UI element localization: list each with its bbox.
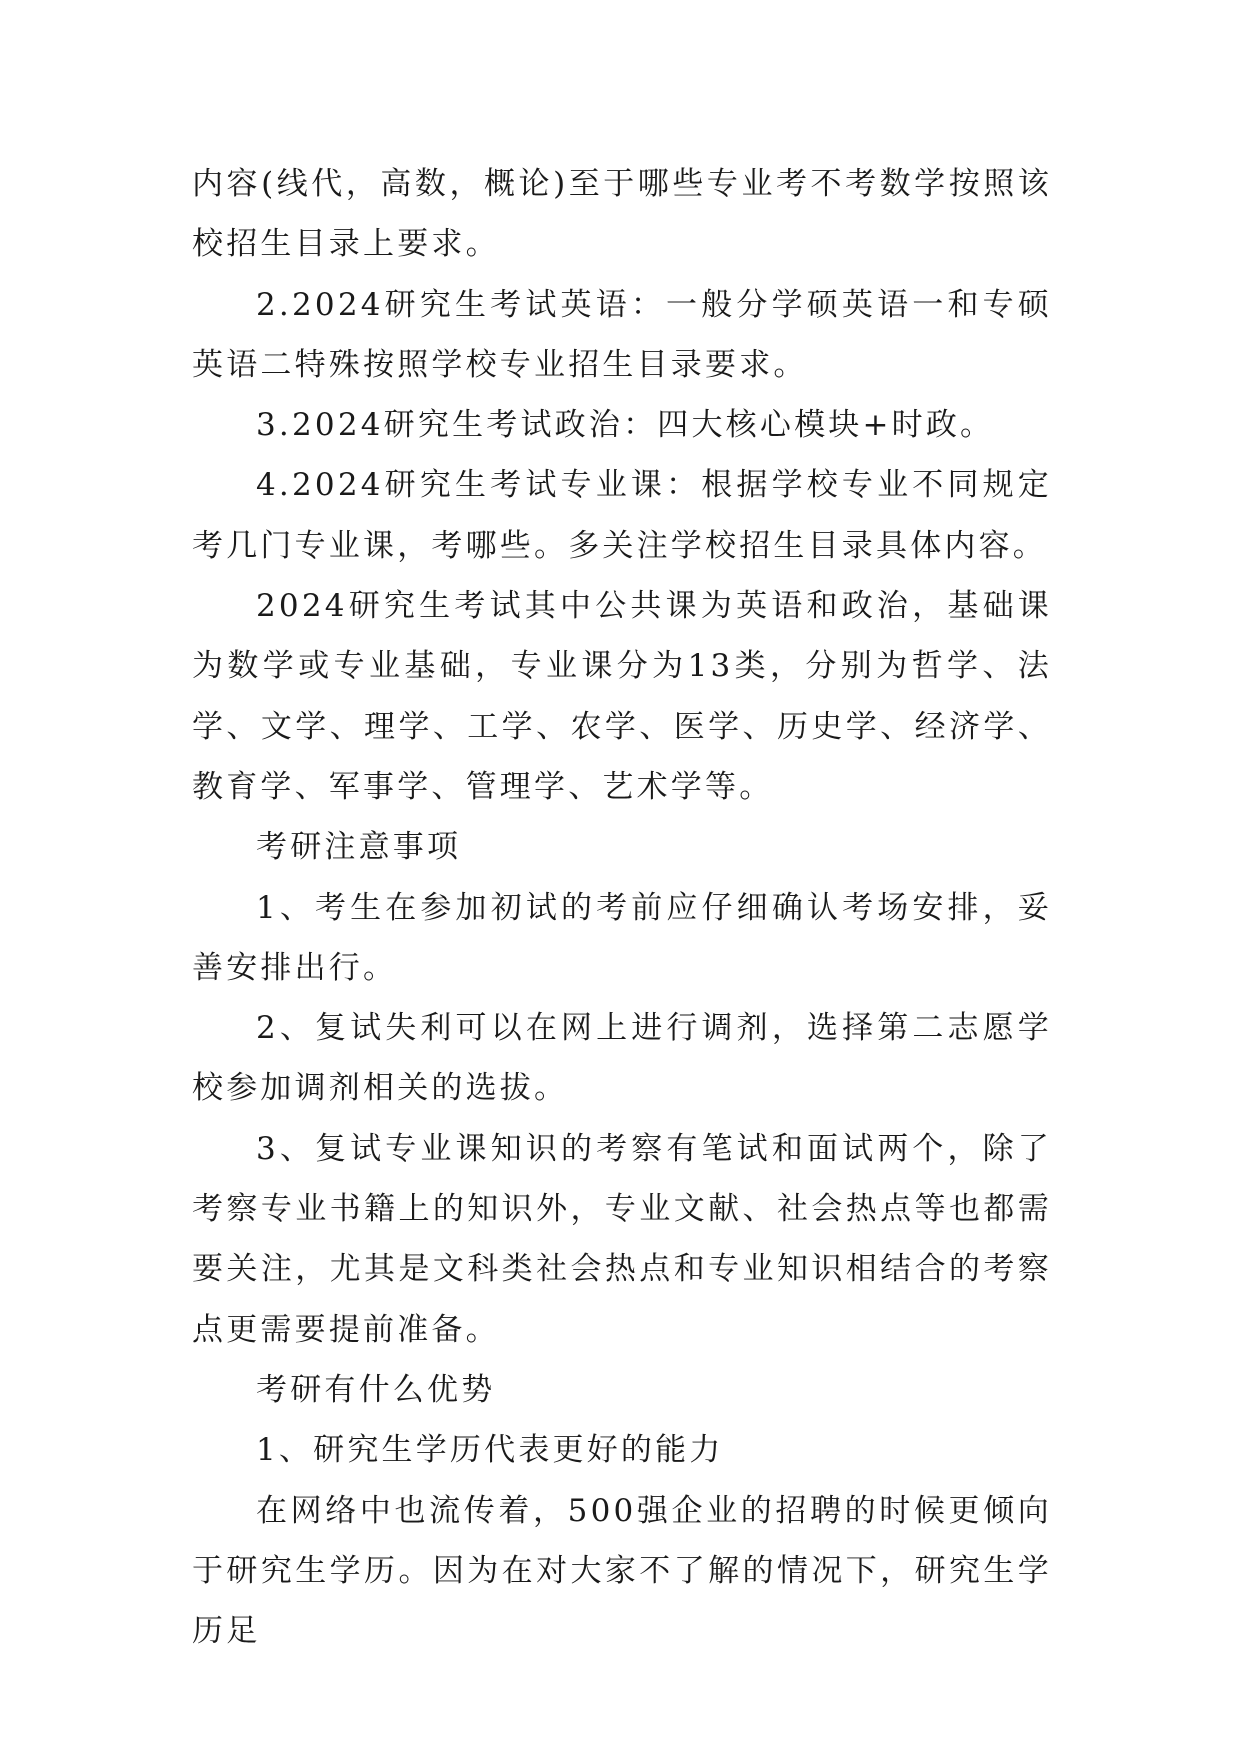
paragraph-advantage-detail: 在网络中也流传着，500强企业的招聘的时候更倾向于研究生学历。因为在对大家不了解的情况下，研究生学历足 bbox=[192, 1492, 1052, 1650]
heading-advantages: 考研有什么优势 bbox=[256, 1371, 496, 1408]
paragraph-advantage-1: 1、研究生学历代表更好的能力 bbox=[256, 1432, 724, 1469]
paragraph-note-1: 1、考生在参加初试的考前应仔细确认考场安排，妥善安排出行。 bbox=[192, 889, 1052, 986]
heading-exam-notes: 考研注意事项 bbox=[256, 829, 462, 866]
paragraph-english-exam: 2.2024研究生考试英语：一般分学硕英语一和专硕英语二特殊按照学校专业招生目录要求。 bbox=[192, 286, 1052, 383]
paragraph-course-categories: 2024研究生考试其中公共课为英语和政治，基础课为数学或专业基础，专业课分为13类，分别为哲学、法学、文学、理学、工学、农学、医学、历史学、经济学、教育学、军事学、管理学、艺术学等。 bbox=[192, 588, 1052, 805]
paragraph-politics-exam: 3.2024研究生考试政治：四大核心模块+时政。 bbox=[256, 407, 995, 444]
paragraph-note-2: 2、复试失利可以在网上进行调剂，选择第二志愿学校参加调剂相关的选拔。 bbox=[192, 1010, 1052, 1107]
document-body bbox=[192, 154, 1052, 1661]
paragraph-continuation: 内容(线代，高数，概论)至于哪些专业考不考数学按照该校招生目录上要求。 bbox=[192, 166, 1052, 263]
paragraph-professional-course: 4.2024研究生考试专业课：根据学校专业不同规定考几门专业课，考哪些。多关注学校招生目录具体内容。 bbox=[192, 467, 1052, 564]
paragraph-note-3: 3、复试专业课知识的考察有笔试和面试两个，除了考察专业书籍上的知识外，专业文献、社会热点等也都需要关注，尤其是文科类社会热点和专业知识相结合的考察点更需要提前准备。 bbox=[192, 1130, 1052, 1348]
